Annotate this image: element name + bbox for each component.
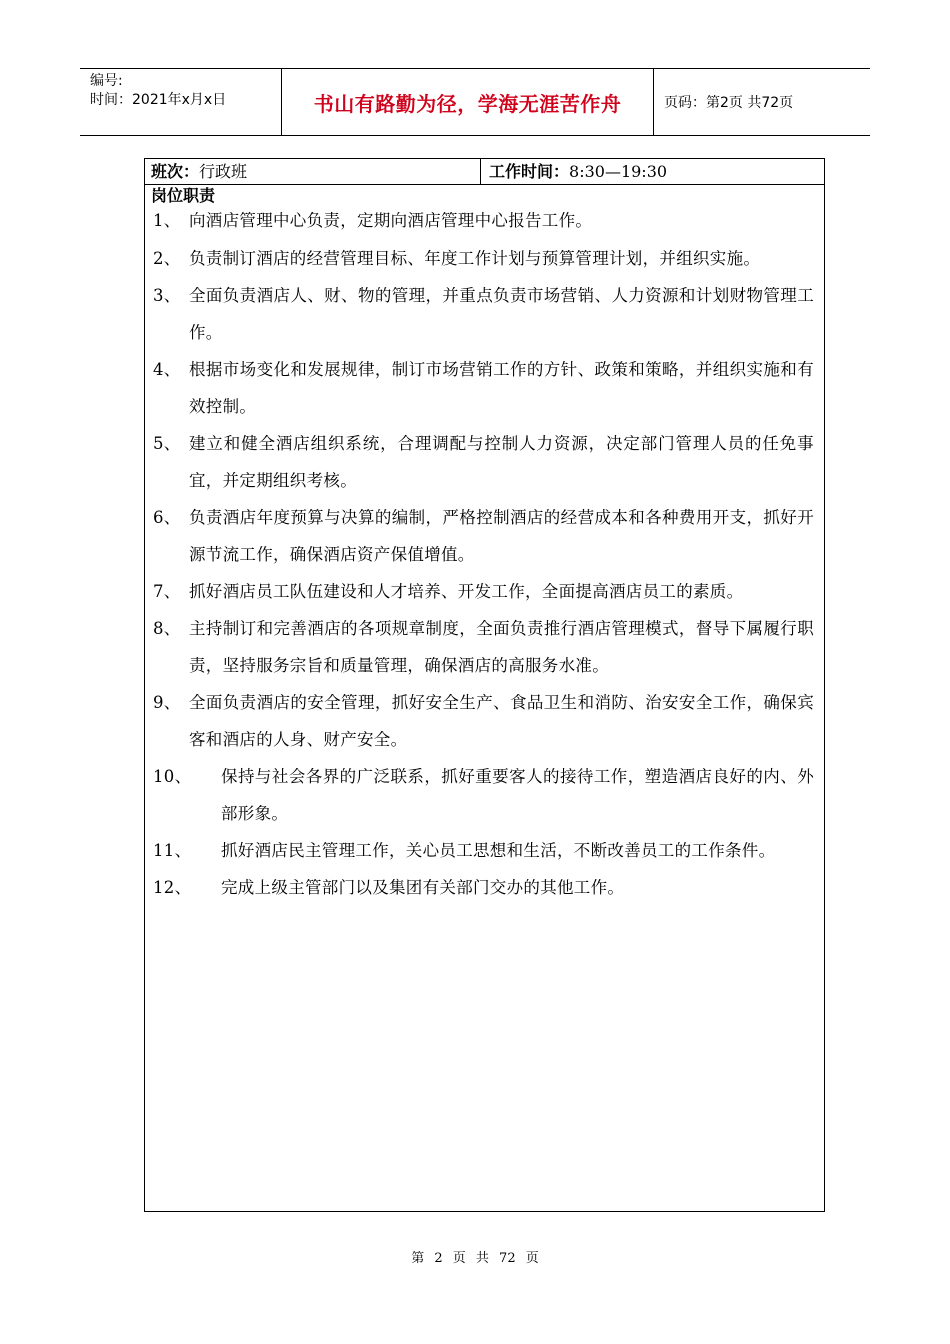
list-item xyxy=(153,758,814,832)
duty-number: 2、 xyxy=(153,249,181,268)
duty-number: 1、 xyxy=(153,211,181,230)
duty-number: 12、 xyxy=(153,878,192,897)
duty-text: 负责酒店年度预算与决算的编制，严格控制酒店的经营成本和各种费用开支，抓好开源节流工作，确保酒店资产保值增值。 xyxy=(189,508,814,564)
list-item xyxy=(153,610,814,684)
duty-number: 5、 xyxy=(153,434,181,453)
list-item xyxy=(153,499,814,573)
duty-text: 抓好酒店员工队伍建设和人才培养、开发工作，全面提高酒店员工的素质。 xyxy=(189,582,744,601)
duty-number: 8、 xyxy=(153,619,181,638)
duty-number: 7、 xyxy=(153,582,181,601)
duty-text: 根据市场变化和发展规律，制订市场营销工作的方针、政策和策略，并组织实施和有效控制。 xyxy=(189,360,814,416)
duty-number: 3、 xyxy=(153,286,181,305)
duty-text: 全面负责酒店人、财、物的管理，并重点负责市场营销、人力资源和计划财物管理工作。 xyxy=(189,286,814,342)
document-header xyxy=(80,68,870,136)
duty-text: 抓好酒店民主管理工作，关心员工思想和生活，不断改善员工的工作条件。 xyxy=(221,841,776,860)
list-item xyxy=(153,277,814,351)
duty-number: 11、 xyxy=(153,841,192,860)
list-item xyxy=(153,207,814,234)
shift-label: 班次： xyxy=(151,162,200,181)
page-info: 页码：第2页 共72页 xyxy=(664,95,794,111)
shift-row xyxy=(145,159,824,185)
work-time-value: 8:30—19:30 xyxy=(569,162,668,181)
duty-number: 9、 xyxy=(153,693,181,712)
list-item xyxy=(153,425,814,499)
shift-value: 行政班 xyxy=(199,162,248,181)
work-time-cell xyxy=(481,159,824,184)
duty-text: 全面负责酒店的安全管理，抓好安全生产、食品卫生和消防、治安安全工作，确保宾客和酒店的人身、财产安全。 xyxy=(189,693,814,749)
duty-text: 向酒店管理中心负责，定期向酒店管理中心报告工作。 xyxy=(189,211,593,230)
list-item xyxy=(153,869,814,906)
number-label: 编号: xyxy=(90,73,123,89)
duty-number: 10、 xyxy=(153,767,192,786)
duty-table xyxy=(144,158,825,1212)
duty-number: 6、 xyxy=(153,508,181,527)
list-item xyxy=(153,240,814,277)
duty-number: 4、 xyxy=(153,360,181,379)
work-time-label: 工作时间： xyxy=(489,162,570,181)
list-item xyxy=(153,832,814,869)
duty-text: 完成上级主管部门以及集团有关部门交办的其他工作。 xyxy=(221,878,625,897)
list-item xyxy=(153,684,814,758)
section-title: 岗位职责 xyxy=(151,186,216,205)
page-footer: 第 2 页 共 72 页 xyxy=(411,1251,539,1266)
duty-text: 主持制订和完善酒店的各项规章制度，全面负责推行酒店管理模式，督导下属履行职责，坚持服务宗旨和质量管理，确保酒店的高服务水准。 xyxy=(189,619,814,675)
motto: 书山有路勤为径，学海无涯苦作舟 xyxy=(282,69,654,135)
shift-cell xyxy=(145,159,481,184)
time-label: 时间：2021年x月x日 xyxy=(90,92,227,108)
header-meta xyxy=(80,69,282,135)
list-item xyxy=(153,573,814,610)
duty-list xyxy=(145,207,824,906)
duty-text: 保持与社会各界的广泛联系，抓好重要客人的接待工作，塑造酒店良好的内、外部形象。 xyxy=(221,767,814,823)
list-item xyxy=(153,351,814,425)
duty-text: 建立和健全酒店组织系统，合理调配与控制人力资源，决定部门管理人员的任免事宜，并定期组织考核。 xyxy=(189,434,814,490)
duty-text: 负责制订酒店的经营管理目标、年度工作计划与预算管理计划，并组织实施。 xyxy=(189,249,761,268)
